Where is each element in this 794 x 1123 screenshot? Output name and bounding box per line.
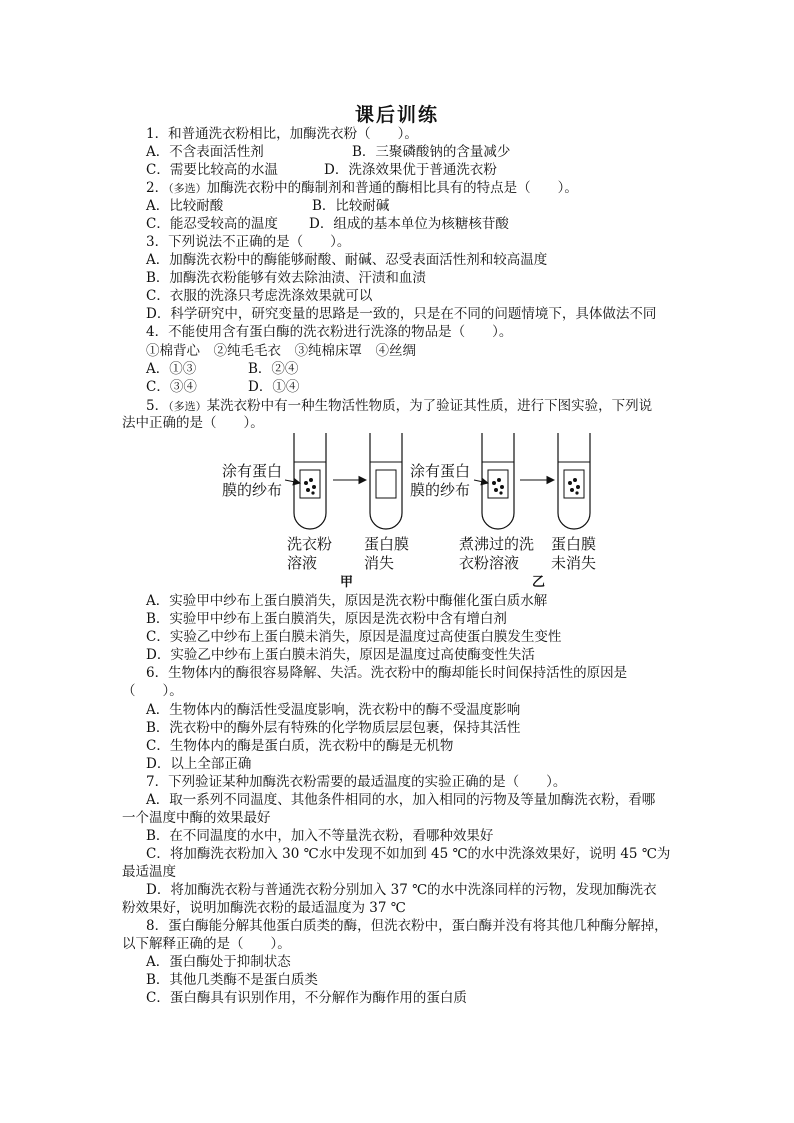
gauze-3 — [488, 470, 508, 498]
q1-option-b: B．三聚磷酸钠的含量减少 — [352, 144, 511, 160]
tube3-caption-2: 衣粉溶液 — [459, 554, 520, 572]
q1-option-c: C．需要比较高的水温 — [146, 162, 278, 178]
tube1-caption-1: 洗衣粉 — [287, 535, 333, 553]
q5-stem: 某洗衣粉中有一种生物活性物质，为了验证其性质，进行下图实验，下列说 — [206, 398, 653, 414]
q5-stem-line2: 法中正确的是（ ）。 — [122, 415, 264, 431]
q8-option-a: A．蛋白酶处于抑制状态 — [146, 954, 291, 970]
q7-option-a-line1: A．取一系列不同温度、其他条件相同的水，加入相同的污物及等量加酶洗衣粉，看哪 — [146, 792, 656, 808]
q2-option-a: A．比较耐酸 — [146, 198, 224, 214]
q2-option-d: D．组成的基本单位为核糖核苷酸 — [309, 216, 509, 232]
fig-left-label-2: 膜的纱布 — [222, 481, 283, 499]
q3-option-a: A．加酶洗衣粉中的酶能够耐酸、耐碱、忍受表面活性剂和较高温度 — [146, 252, 548, 268]
q5-option-d: D．实验乙中纱布上蛋白膜未消失，原因是温度过高使酶变性失活 — [146, 647, 535, 663]
q7-option-a-line2: 一个温度中酶的效果最好 — [122, 810, 271, 826]
q6-option-b: B．洗衣粉中的酶外层有特殊的化学物质层层包裹，保持其活性 — [146, 720, 521, 736]
q7-option-d-line2: 粉效果好，说明加酶洗衣粉的最适温度为 37 ℃ — [122, 900, 406, 916]
q7-option-c-line1: C．将加酶洗衣粉加入 30 ℃水中发现不如加到 45 ℃的水中洗涤效果好，说明 45 ℃为 — [146, 846, 671, 862]
gauze-2 — [376, 470, 396, 498]
q1-stem: 1．和普通洗衣粉相比，加酶洗衣粉（ ）。 — [146, 126, 418, 142]
tube1-caption-2: 溶液 — [287, 554, 318, 572]
fig-mid-label-2: 膜的纱布 — [410, 481, 471, 499]
q5-number: 5． — [146, 398, 169, 414]
q5-option-a: A．实验甲中纱布上蛋白膜消失，原因是洗衣粉中酶催化蛋白质水解 — [146, 593, 548, 609]
q7-option-d-line1: D．将加酶洗衣粉与普通洗衣粉分别加入 37 ℃的水中洗涤同样的污物，发现加酶洗衣 — [146, 882, 657, 898]
q6-option-a: A．生物体内的酶活性受温度影响，洗衣粉中的酶不受温度影响 — [146, 702, 521, 718]
tube4-caption-1: 蛋白膜 — [551, 535, 597, 553]
fig-left-label-1: 涂有蛋白 — [222, 462, 283, 480]
q5-option-b: B．实验甲中纱布上蛋白膜消失，原因是洗衣粉中含有增白剂 — [146, 611, 507, 627]
q6-stem-line1: 6．生物体内的酶很容易降解、失活。洗衣粉中的酶却能长时间保持活性的原因是 — [146, 665, 628, 681]
q2-number: 2． — [146, 180, 169, 196]
q8-stem-line1: 8．蛋白酶能分解其他蛋白质类的酶，但洗衣粉中，蛋白酶并没有将其他几种酶分解掉， — [146, 918, 668, 934]
page-title: 课后训练 — [354, 104, 439, 126]
q8-stem-line2: 以下解释正确的是（ ）。 — [122, 936, 291, 952]
q4-option-b: B．②④ — [248, 361, 299, 377]
label-jia: 甲 — [340, 575, 354, 590]
q3-stem: 3．下列说法不正确的是（ ）。 — [146, 234, 351, 250]
gauze-1 — [300, 470, 320, 498]
q7-option-b: B．在不同温度的水中，加入不等量洗衣粉，看哪种效果好 — [146, 828, 494, 844]
q7-stem: 7．下列验证某种加酶洗衣粉需要的最适温度的实验正确的是（ ）。 — [146, 774, 567, 790]
q8-option-b: B．其他几类酶不是蛋白质类 — [146, 972, 318, 988]
label-yi: 乙 — [532, 575, 546, 590]
q5-multi-tag: （多选） — [168, 400, 207, 413]
q6-option-c: C．生物体内的酶是蛋白质，洗衣粉中的酶是无机物 — [146, 738, 454, 754]
q1-option-d: D．洗涤效果优于普通洗衣粉 — [324, 162, 497, 178]
q2-stem: 加酶洗衣粉中的酶制剂和普通的酶相比具有的特点是（ ）。 — [206, 180, 578, 196]
gauze-4 — [564, 470, 584, 498]
q3-option-b: B．加酶洗衣粉能够有效去除油渍、汗渍和血渍 — [146, 270, 426, 286]
q3-option-d: D．科学研究中，研究变量的思路是一致的，只是在不同的问题情境下，具体做法不同 — [146, 306, 657, 322]
q2-option-c: C．能忍受较高的温度 — [146, 216, 278, 232]
q8-option-c: C．蛋白酶具有识别作用，不分解作为酶作用的蛋白质 — [146, 990, 467, 1006]
tube2-caption-1: 蛋白膜 — [364, 535, 410, 553]
q4-option-a: A．①③ — [146, 361, 197, 377]
q4-option-c: C．③④ — [146, 379, 197, 395]
tube3-caption-1: 煮沸过的洗 — [459, 535, 535, 553]
q4-stem: 4．不能使用含有蛋白酶的洗衣粉进行洗涤的物品是（ ）。 — [146, 324, 513, 340]
q6-option-d: D．以上全部正确 — [146, 756, 252, 772]
tube2-caption-2: 消失 — [364, 554, 395, 572]
q4-option-d: D．①④ — [248, 379, 300, 395]
q2-multi-tag: （多选） — [168, 182, 207, 195]
q4-items: ①棉背心 ②纯毛毛衣 ③纯棉床罩 ④丝绸 — [146, 343, 416, 359]
tube4-caption-2: 未消失 — [551, 554, 597, 572]
q7-option-c-line2: 最适温度 — [122, 864, 176, 880]
fig-mid-label-1: 涂有蛋白 — [410, 462, 471, 480]
q6-stem-line2: （ ）。 — [122, 683, 183, 699]
q5-option-c: C．实验乙中纱布上蛋白膜未消失，原因是温度过高使蛋白膜发生变性 — [146, 629, 562, 645]
q1-option-a: A．不含表面活性剂 — [146, 144, 264, 160]
q2-option-b: B．比较耐碱 — [312, 198, 390, 214]
q3-option-c: C．衣服的洗涤只考虑洗涤效果就可以 — [146, 288, 373, 304]
